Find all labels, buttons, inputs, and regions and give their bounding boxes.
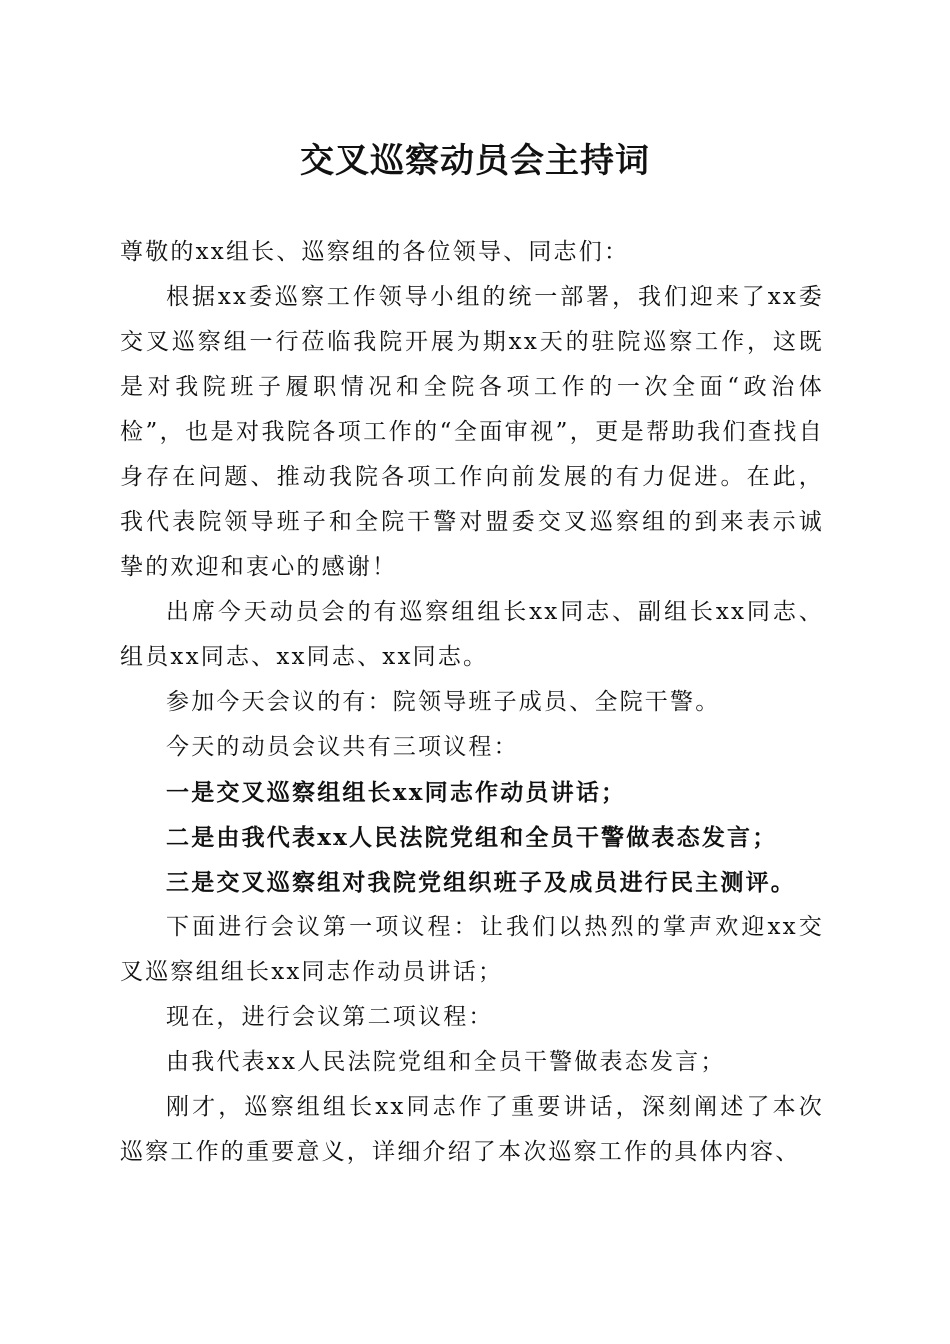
paragraph-agenda-intro: 今天的动员会议共有三项议程：	[166, 734, 519, 760]
document-body	[120, 230, 824, 1175]
paragraph-summary: 刚才，巡察组组长xx同志作了重要讲话，深刻阐述了本次巡察工作的重要意义，详细介绍了本次巡察工作的具体内容、	[120, 1094, 824, 1165]
paragraph-statement: 由我代表xx人民法院党组和全员干警做表态发言；	[166, 1049, 726, 1075]
paragraph-agenda-item-2: 二是由我代表xx人民法院党组和全员干警做表态发言；	[166, 824, 778, 851]
paragraph-second-item: 现在，进行会议第二项议程：	[166, 1004, 494, 1030]
document-title: 交叉巡察动员会主持词	[300, 141, 650, 181]
paragraph-participants: 参加今天会议的有：院领导班子成员、全院干警。	[166, 689, 721, 715]
paragraph-agenda-item-1: 一是交叉巡察组组长xx同志作动员讲话；	[166, 779, 627, 806]
paragraph-agenda-item-3: 三是交叉巡察组对我院党组织班子及成员进行民主测评。	[166, 869, 796, 896]
paragraph-first-item: 下面进行会议第一项议程：让我们以热烈的掌声欢迎xx交叉巡察组组长xx同志作动员讲话；	[120, 914, 824, 985]
paragraph-salutation: 尊敬的xx组长、巡察组的各位领导、同志们：	[120, 239, 630, 265]
paragraph-attendees: 出席今天动员会的有巡察组组长xx同志、副组长xx同志、组员xx同志、xx同志、xx同志。	[120, 599, 824, 670]
paragraph-intro: 根据xx委巡察工作领导小组的统一部署，我们迎来了xx委交叉巡察组一行莅临我院开展为期xx天的驻院巡察工作，这既是对我院班子履职情况和全院各项工作的一次全面“政治体检”，也是对我院各项工作的“全面审视”，更是帮助我们查找自身存在问题、推动我院各项工作向前发展的有力促进。在此，我代表院领导班子和全院干警对盟委交叉巡察组的到来表示诚挚的欢迎和衷心的感谢！	[120, 284, 824, 580]
